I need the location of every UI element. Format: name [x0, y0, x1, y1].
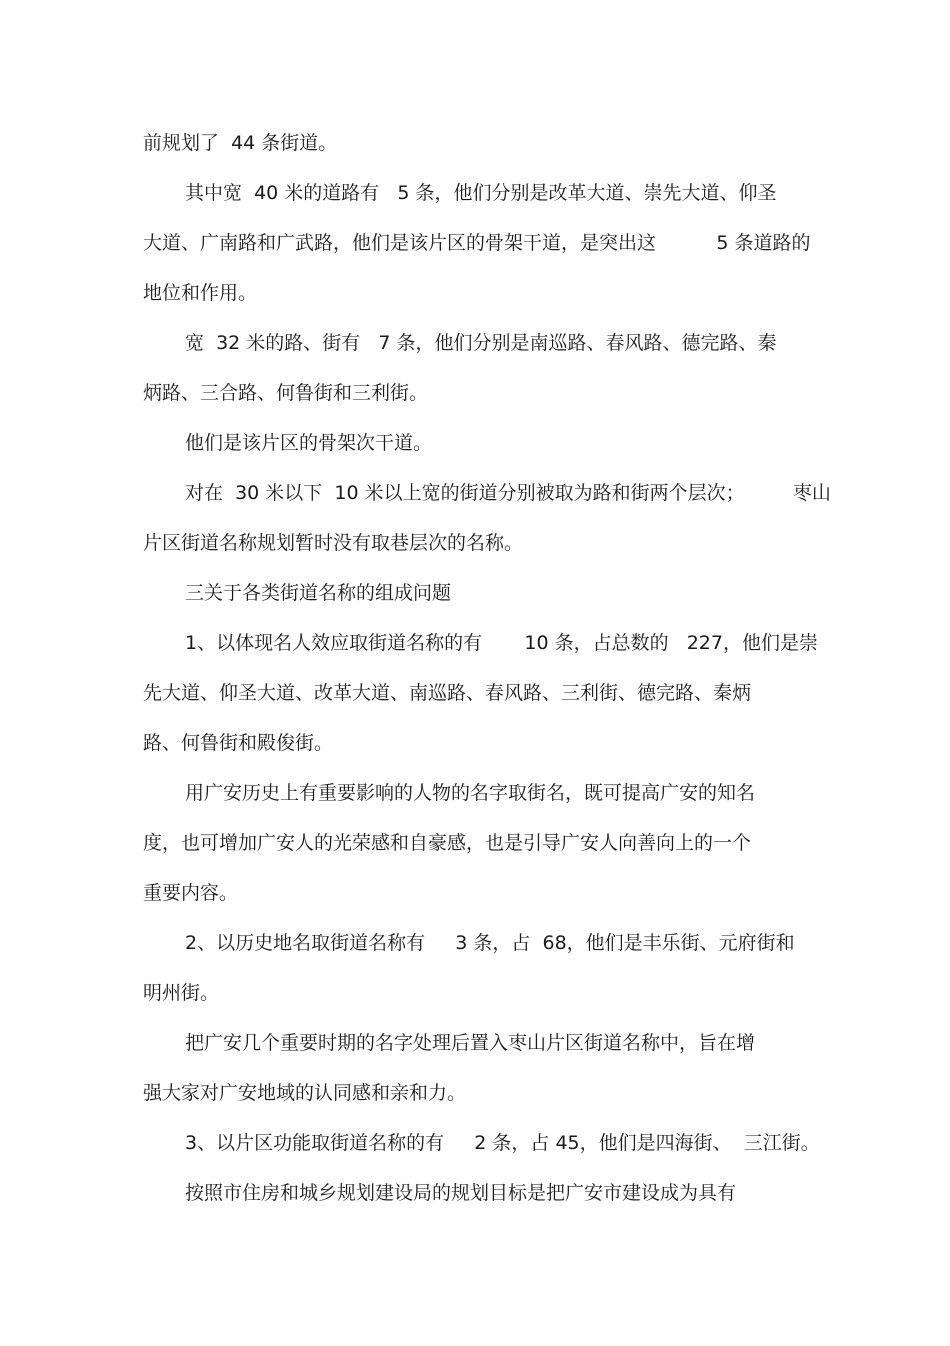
- text-line: 用广安历史上有重要影响的人物的名字取街名，既可提高广安的知名: [185, 782, 756, 804]
- text-line: 按照市住房和城乡规划建设局的规划目标是把广安市建设成为具有: [185, 1182, 737, 1204]
- text-line: 1、以体现名人效应取街道名称的有 10 条，占总数的 227，他们是崇: [185, 632, 818, 654]
- text-line: 度，也可增加广安人的光荣感和自豪感，也是引导广安人向善向上的一个: [143, 832, 752, 854]
- text-line: 地位和作用。: [143, 282, 258, 304]
- text-line: 宽 32 米的路、街有 7 条，他们分别是南巡路、春风路、德完路、秦: [185, 332, 777, 354]
- text-line: 炳路、三合路、何鲁街和三利街。: [143, 382, 429, 404]
- text-line: 把广安几个重要时期的名字处理后置入枣山片区街道名称中，旨在增: [185, 1032, 756, 1054]
- text-line: 对在 30 米以下 10 米以上宽的街道分别被取为路和街两个层次； 枣山: [185, 482, 831, 504]
- text-line: 强大家对广安地域的认同感和亲和力。: [143, 1082, 467, 1104]
- text-line: 大道、广南路和广武路，他们是该片区的骨架干道，是突出这 5 条道路的: [143, 232, 811, 254]
- text-line: 3、以片区功能取街道名称的有 2 条，占 45，他们是四海街、 三江街。: [185, 1132, 820, 1154]
- text-line: 片区街道名称规划暂时没有取巷层次的名称。: [143, 532, 524, 554]
- text-line: 其中宽 40 米的道路有 5 条，他们分别是改革大道、崇先大道、仰圣: [185, 182, 777, 204]
- text-line: 路、何鲁街和殿俊街。: [143, 732, 334, 754]
- text-line: 明州街。: [143, 982, 220, 1004]
- text-line: 前规划了 44 条街道。: [143, 132, 338, 154]
- section-heading: 三关于各类街道名称的组成问题: [185, 582, 452, 604]
- text-line: 重要内容。: [143, 882, 239, 904]
- text-line: 他们是该片区的骨架次干道。: [185, 432, 433, 454]
- text-line: 2、以历史地名取街道名称有 3 条，占 68，他们是丰乐街、元府街和: [185, 932, 795, 954]
- text-line: 先大道、仰圣大道、改革大道、南巡路、春风路、三利街、德完路、秦炳: [143, 682, 752, 704]
